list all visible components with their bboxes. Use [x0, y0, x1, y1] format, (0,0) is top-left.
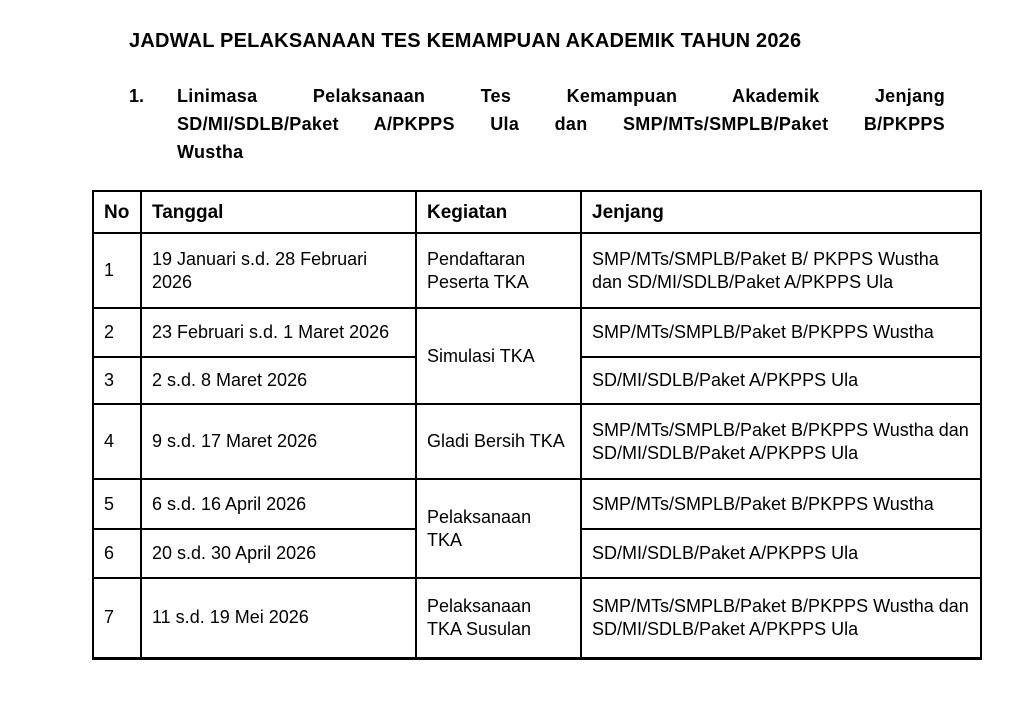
schedule-table: [92, 190, 982, 660]
cell-jenjang: SD/MI/SDLB/Paket A/PKPPS Ula: [581, 529, 981, 578]
table-row: [93, 308, 981, 357]
table-row: [93, 233, 981, 308]
table-row: [93, 404, 981, 479]
cell-jenjang: SD/MI/SDLB/Paket A/PKPPS Ula: [581, 357, 981, 404]
cell-tanggal: 2 s.d. 8 Maret 2026: [141, 357, 416, 404]
cell-jenjang: SMP/MTs/SMPLB/Paket B/PKPPS Wustha: [581, 479, 981, 529]
cell-no: 1: [93, 233, 141, 308]
table-row: [93, 578, 981, 658]
cell-kegiatan: Pendaftaran Peserta TKA: [416, 233, 581, 308]
cell-jenjang: SMP/MTs/SMPLB/Paket B/PKPPS Wustha dan SD/MI/SDLB/Paket A/PKPPS Ula: [581, 404, 981, 479]
cell-tanggal: 9 s.d. 17 Maret 2026: [141, 404, 416, 479]
cell-no: 2: [93, 308, 141, 357]
section-heading-line-2: SD/MI/SDLB/Paket A/PKPPS Ula dan SMP/MTs/SMPLB/Paket B/PKPPS: [177, 114, 945, 134]
section-heading-block: [129, 82, 945, 166]
cell-tanggal: 20 s.d. 30 April 2026: [141, 529, 416, 578]
cell-tanggal: 19 Januari s.d. 28 Februari 2026: [141, 233, 416, 308]
cell-kegiatan: Pelaksanaan TKA Susulan: [416, 578, 581, 658]
header-jenjang: Jenjang: [581, 191, 981, 233]
cell-jenjang: SMP/MTs/SMPLB/Paket B/PKPPS Wustha: [581, 308, 981, 357]
section-heading-line-1: Linimasa Pelaksanaan Tes Kemampuan Akademik Jenjang: [177, 86, 945, 106]
cell-jenjang: SMP/MTs/SMPLB/Paket B/PKPPS Wustha dan SD/MI/SDLB/Paket A/PKPPS Ula: [581, 578, 981, 658]
page-title: JADWAL PELAKSANAAN TES KEMAMPUAN AKADEMIK TAHUN 2026: [129, 30, 802, 52]
section-heading: [177, 82, 945, 166]
cell-no: 5: [93, 479, 141, 529]
cell-no: 6: [93, 529, 141, 578]
header-no: No: [93, 191, 141, 233]
header-kegiatan: Kegiatan: [416, 191, 581, 233]
table-header-row: [93, 191, 981, 233]
cell-jenjang: SMP/MTs/SMPLB/Paket B/ PKPPS Wustha dan SD/MI/SDLB/Paket A/PKPPS Ula: [581, 233, 981, 308]
section-heading-line-3: Wustha: [177, 142, 244, 162]
header-tanggal: Tanggal: [141, 191, 416, 233]
cell-kegiatan: Gladi Bersih TKA: [416, 404, 581, 479]
cell-tanggal: 11 s.d. 19 Mei 2026: [141, 578, 416, 658]
cell-kegiatan-merged: Pelaksanaan TKA: [416, 479, 581, 578]
cell-tanggal: 23 Februari s.d. 1 Maret 2026: [141, 308, 416, 357]
cell-no: 3: [93, 357, 141, 404]
section-number: 1.: [129, 86, 145, 106]
cell-no: 4: [93, 404, 141, 479]
table-row: [93, 479, 981, 529]
cell-tanggal: 6 s.d. 16 April 2026: [141, 479, 416, 529]
cell-no: 7: [93, 578, 141, 658]
cell-kegiatan-merged: Simulasi TKA: [416, 308, 581, 404]
